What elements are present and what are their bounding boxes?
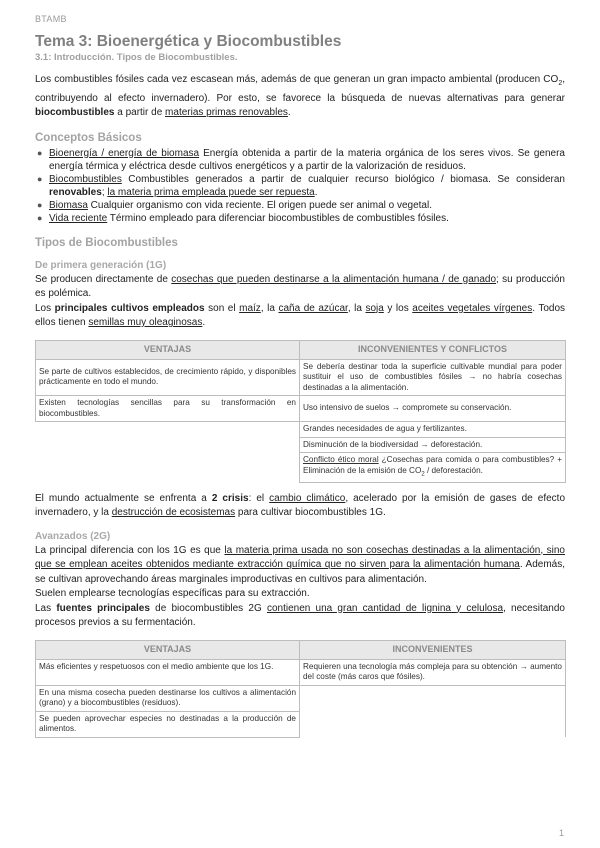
conceptos-list: [35, 147, 565, 225]
avanzados-paragraph-3: Las fuentes principales de biocombustibles 2G contienen una gran cantidad de lignina y celulosa, necesitando procesos previos a su fermentación.: [35, 602, 565, 629]
list-item: ● Biomasa Cualquier organismo con vida reciente. El origen puede ser animal o vegetal.: [37, 199, 432, 211]
table-cell-empty: [36, 437, 300, 453]
primera-paragraph-2: Los principales cultivos empleados son el maíz, la caña de azúcar, la soja y los aceites vegetales vírgenes. Todos ellos tienen semillas muy oleaginosas.: [35, 302, 566, 328]
page-number: 1: [558, 828, 564, 838]
page-title: Tema 3: Bioenergética y Biocombustibles: [35, 33, 342, 50]
table-cell: Se debería destinar toda la superficie cultivable mundial para poder sustituir el uso de combustibles fósiles → no habría cosechas destinadas a la alimentación.: [300, 359, 566, 396]
primera-table: [35, 340, 566, 483]
table-cell-empty: [300, 685, 566, 711]
table-cell-empty: [36, 422, 300, 438]
list-item: ● Biocombustibles Combustibles generados a partir de cualquier recurso biológico / biomasa. Se consideran renovables; la materia prima empleada puede ser repuesta.: [37, 173, 565, 198]
avanzados-paragraph-2: Suelen emplearse tecnologías específicas para su extracción.: [35, 588, 310, 600]
table-cell: Se parte de cultivos establecidos, de crecimiento rápido, y disponibles prácticamente en todo el mundo.: [36, 359, 300, 396]
table-cell-empty: [300, 711, 566, 737]
running-header: BTAMB: [35, 14, 67, 24]
intro-paragraph: Los combustibles fósiles cada vez escasean más, además de que generan un gran impacto ambiental (producen $CO_2$, contribuyendo al efecto invernadero). Por esto, se favorece la búsqueda de nuevas alternativas para generar biocombustibles a partir de materias primas renovables.: [35, 74, 565, 118]
list-item: ● Bioenergía / energía de biomasa Energía obtenida a partir de la materia orgánica de los seres vivos. Se genera energía térmica y eléctrica desde cultivos energéticos y a partir de la valorización de residuos.: [37, 147, 565, 172]
bullet-icon: ●: [37, 147, 43, 158]
table-cell-empty: [36, 453, 300, 483]
conceptos-heading: Conceptos Básicos: [35, 131, 142, 144]
primera-generacion-heading: De primera generación (1G): [35, 259, 167, 271]
avanzados-heading: Avanzados (2G): [35, 530, 111, 542]
tipos-heading: Tipos de Biocombustibles: [35, 236, 178, 249]
ventajas-header: VENTAJAS: [36, 340, 300, 359]
bullet-icon: ●: [37, 212, 43, 223]
table-cell: Disminución de la biodiversidad → deforestación.: [300, 437, 566, 453]
table-cell: Uso intensivo de suelos → compromete su conservación.: [300, 396, 566, 422]
avanzados-table: [35, 640, 566, 738]
table-cell: Se pueden aprovechar especies no destinadas a la producción de alimentos.: [36, 711, 300, 737]
table-cell: Requieren una tecnología más compleja para su obtención → aumento del coste (más caros que fósiles).: [300, 659, 566, 685]
crisis-paragraph: El mundo actualmente se enfrenta a 2 crisis: el cambio climático, acelerado por la emisión de gases de efecto invernadero, y la destrucción de ecosistemas para cultivar biocombustibles 1G.: [35, 492, 566, 519]
table-cell: Grandes necesidades de agua y fertilizantes.: [300, 422, 566, 438]
primera-paragraph-1: Se producen directamente de cosechas que pueden destinarse a la alimentación humana / de ganado; su producción es polémica.: [35, 273, 565, 299]
inconvenientes-header: INCONVENIENTES: [300, 640, 566, 659]
bullet-icon: ●: [37, 199, 43, 210]
bullet-icon: ●: [37, 173, 43, 184]
section-subtitle: 3.1: Introducción. Tipos de Biocombustibles.: [35, 52, 238, 63]
table-cell: Conflicto ético moral ¿Cosechas para comida o para combustibles? + Eliminación de la emisión de $CO_2$ / deforestación.: [300, 453, 566, 483]
list-item: ● Vida reciente Término empleado para diferenciar biocombustibles de combustibles fósiles.: [37, 212, 449, 224]
table-cell: Existen tecnologías sencillas para su transformación en biocombustibles.: [36, 396, 300, 422]
inconvenientes-header: INCONVENIENTES Y CONFLICTOS: [300, 340, 566, 359]
ventajas-header: VENTAJAS: [36, 640, 300, 659]
table-cell: Más eficientes y respetuosos con el medio ambiente que los 1G.: [36, 659, 300, 685]
avanzados-paragraph-1: La principal diferencia con los 1G es que la materia prima usada no son cosechas destinadas a la alimentación, sino que se emplean aceites obtenidos mediante extracción química que no sirven para la alimentación humana. Además, se cultivan aprovechando áreas marginales improductivas en cultivos para alimentación.: [35, 544, 565, 585]
table-cell: En una misma cosecha pueden destinarse los cultivos a alimentación (grano) y a biocombustibles (residuos).: [36, 685, 300, 711]
